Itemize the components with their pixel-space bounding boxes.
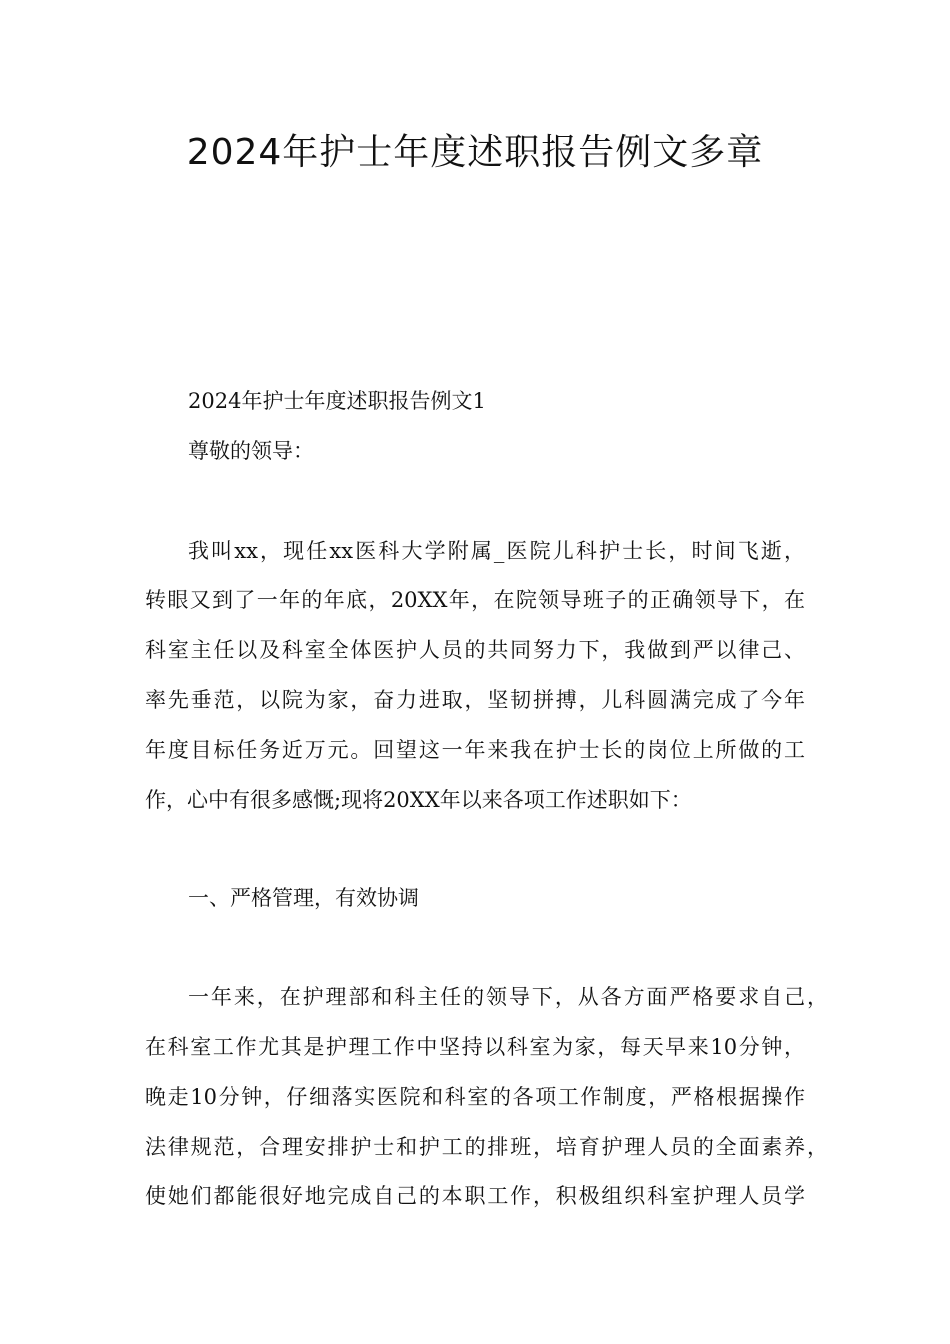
paragraph-line: 科室主任以及科室全体医护人员的共同努力下，我做到严以律己、: [145, 638, 805, 662]
paragraph-line: 转眼又到了一年的年底，20XX年，在院领导班子的正确领导下，在: [145, 588, 805, 612]
section-title: 2024年护士年度述职报告例文1: [188, 389, 486, 413]
paragraph-line: 一年来，在护理部和科主任的领导下，从各方面严格要求自己，: [188, 985, 828, 1009]
document-title: 2024年护士年度述职报告例文多章: [186, 132, 764, 173]
paragraph-line: 使她们都能很好地完成自己的本职工作，积极组织科室护理人员学: [145, 1184, 805, 1208]
paragraph-line: 作，心中有很多感慨;现将20XX年以来各项工作述职如下：: [145, 788, 692, 812]
paragraph-line: 率先垂范，以院为家，奋力进取，坚韧拼搏，儿科圆满完成了今年: [145, 688, 805, 712]
paragraph-line: 法律规范，合理安排护士和护工的排班，培育护理人员的全面素养，: [145, 1135, 828, 1159]
paragraph-line: 年度目标任务近万元。回望这一年来我在护士长的岗位上所做的工: [145, 738, 805, 762]
section-heading: 一、严格管理，有效协调: [188, 886, 419, 910]
paragraph-line: 在科室工作尤其是护理工作中坚持以科室为家，每天早来10分钟，: [145, 1035, 805, 1059]
paragraph-line: 我叫xx，现任xx医科大学附属_医院儿科护士长，时间飞逝，: [188, 539, 805, 563]
salutation: 尊敬的领导：: [188, 439, 314, 463]
paragraph-line: 晚走10分钟，仔细落实医院和科室的各项工作制度，严格根据操作: [145, 1085, 805, 1109]
